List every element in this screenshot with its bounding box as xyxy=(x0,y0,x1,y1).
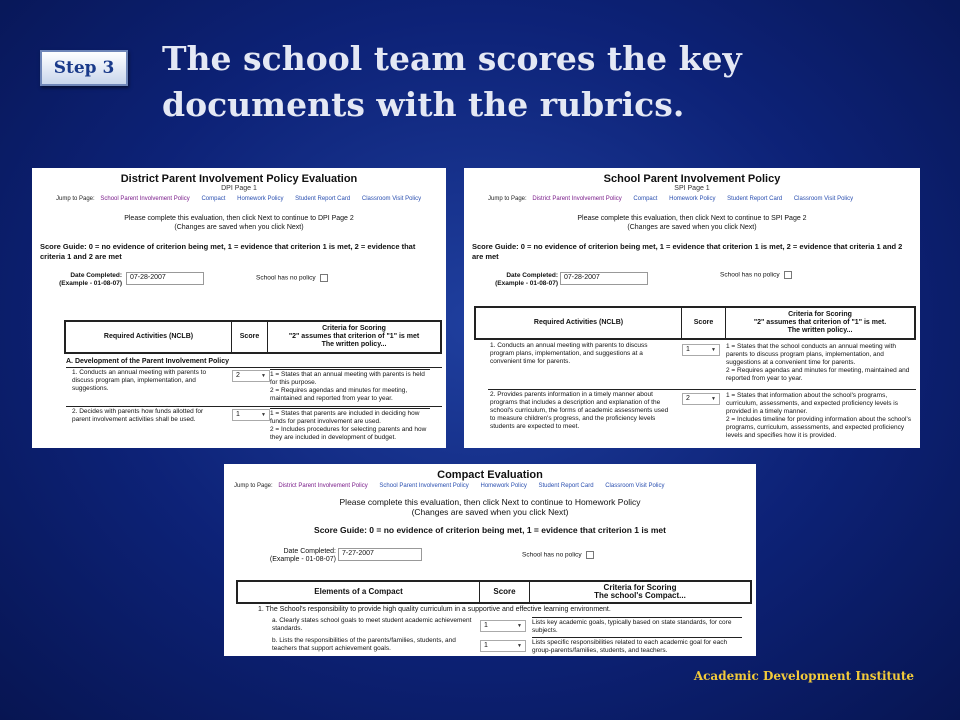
criterion-2: 2 = Includes timeline for providing information about the school's programs, curriculum, assessments, and expected proficiency levels and specifies how it is provided. xyxy=(726,416,911,439)
activity-text: 1. Conducts an annual meeting with parents to discuss program plans, implementation, and suggestions at a convenient time for parents. xyxy=(490,342,648,365)
date-label xyxy=(50,272,122,288)
spi-title: School Parent Involvement Policy xyxy=(603,173,781,185)
criteria-subject: The school's Compact... xyxy=(594,591,686,600)
link-district-parent-involvement-policy[interactable]: District Parent Involvement Policy xyxy=(278,483,368,489)
dropdown-arrow-icon: ▼ xyxy=(711,396,716,402)
activity-text: 1. Conducts an annual meeting with parents to discuss program plan, implementation, and suggestions. xyxy=(72,369,207,392)
spi-evaluation-screenshot xyxy=(464,168,920,448)
compact-section-1: 1. The School's responsibility to provide high quality curriculum in a supportive and effective learning environment. xyxy=(258,606,611,613)
date-example: (Example - 01-08-07) xyxy=(495,280,558,287)
no-policy-checkbox[interactable] xyxy=(784,271,792,279)
col-criteria xyxy=(268,322,440,352)
no-policy-label: School has no policy xyxy=(256,274,316,282)
criteria-text xyxy=(270,369,430,403)
activity-text: 2. Provides parents information in a timely manner about programs that includes a description and explanation of the school's curriculum, the forms of academic assessments used to measure children's progress, and the proficiency levels students are expected to meet. xyxy=(490,391,669,430)
instruction-note: (Changes are saved when you click Next) xyxy=(174,224,304,231)
spi-date-row xyxy=(464,270,920,292)
date-input[interactable]: 07-28-2007 xyxy=(126,272,204,285)
criterion-1: 1 = States that information about the school's programs, curriculum, assessments, and expected proficiency levels is provided in a timely manner. xyxy=(726,392,898,415)
no-policy-label: School has no policy xyxy=(720,271,780,279)
compact-evaluation-screenshot xyxy=(224,464,756,656)
jump-label: Jump to Page: xyxy=(234,483,273,489)
divider xyxy=(488,389,916,390)
instruction-note: (Changes are saved when you click Next) xyxy=(411,507,569,517)
criterion-2: 2 = Requires agendas and minutes for meeting, maintained and reported from year to year. xyxy=(270,387,408,402)
spi-subtitle: SPI Page 1 xyxy=(674,185,710,192)
spi-table-header xyxy=(474,306,916,340)
slide-headline: The school team scores the key documents with the rubrics. xyxy=(162,39,742,124)
instruction-note: (Changes are saved when you click Next) xyxy=(627,224,757,231)
col-score: Score xyxy=(232,322,268,352)
spi-instructions xyxy=(464,214,920,232)
col-activities: Required Activities (NCLB) xyxy=(476,308,682,338)
score-value: 1 xyxy=(686,346,690,353)
no-policy-checkbox-row xyxy=(720,271,792,279)
table-row xyxy=(72,369,442,409)
criteria-title: Criteria for Scoring xyxy=(603,583,677,592)
link-school-parent-involvement-policy[interactable]: School Parent Involvement Policy xyxy=(379,483,469,489)
score-value: 2 xyxy=(236,372,240,379)
divider xyxy=(66,367,442,368)
criteria-text xyxy=(726,391,912,440)
criteria-title: Criteria for Scoring xyxy=(322,325,386,332)
link-homework-policy[interactable]: Homework Policy xyxy=(480,483,527,489)
dropdown-arrow-icon: ▼ xyxy=(517,623,522,629)
dropdown-arrow-icon: ▼ xyxy=(517,643,522,649)
table-row xyxy=(72,408,442,448)
col-activities: Required Activities (NCLB) xyxy=(66,322,232,352)
link-school-parent-involvement-policy[interactable]: School Parent Involvement Policy xyxy=(100,196,190,202)
criteria-text xyxy=(532,617,742,635)
criteria-subject: The written policy... xyxy=(787,327,853,334)
compact-title: Compact Evaluation xyxy=(437,469,543,481)
criterion-1: 1 = States that parents are included in deciding how funds for parent involvement are used. xyxy=(270,410,420,425)
compact-score-guide: Score Guide: 0 = no evidence of criterion being met, 1 = evidence that criterion 1 is met xyxy=(314,525,666,535)
divider xyxy=(66,406,442,407)
table-row xyxy=(272,617,752,637)
score-select[interactable] xyxy=(682,393,720,405)
activity-text: a. Clearly states school goals to meet student academic achievement standards. xyxy=(272,617,472,632)
date-label-text: Date Completed: xyxy=(283,548,336,555)
compact-instructions xyxy=(224,497,756,517)
criterion-2: 2 = Requires agendas and minutes for meeting, maintained and reported from year to year. xyxy=(726,367,910,382)
score-select[interactable] xyxy=(480,640,526,652)
instruction-line: Please complete this evaluation, then click Next to continue to DPI Page 2 xyxy=(124,215,354,222)
dpi-jump-nav xyxy=(56,196,446,202)
date-example: (Example - 01-08-07) xyxy=(269,556,336,563)
criterion-2: 2 = Includes procedures for selecting parents and how they are included in development of budget. xyxy=(270,426,427,441)
link-compact[interactable]: Compact xyxy=(201,196,226,202)
spi-jump-nav xyxy=(488,196,920,202)
criterion-1: Lists specific responsibilities related to each academic goal for each group-parents/families, students, and teachers. xyxy=(532,639,728,654)
step-badge: Step 3 xyxy=(40,50,128,86)
date-label xyxy=(484,272,558,288)
spi-score-guide: Score Guide: 0 = no evidence of criterion being met, 1 = evidence that criterion 1 is met, 2 = evidence that criteria 1 and 2 are met xyxy=(472,242,903,261)
no-policy-checkbox-row xyxy=(522,551,594,559)
link-student-report-card[interactable]: Student Report Card xyxy=(727,196,783,202)
col-score: Score xyxy=(682,308,726,338)
table-row xyxy=(490,391,916,448)
date-input[interactable]: 07-28-2007 xyxy=(560,272,648,285)
dpi-date-row xyxy=(32,270,446,292)
col-score: Score xyxy=(480,582,530,602)
link-compact[interactable]: Compact xyxy=(633,196,658,202)
link-homework-policy[interactable]: Homework Policy xyxy=(237,196,284,202)
link-homework-policy[interactable]: Homework Policy xyxy=(669,196,716,202)
footer-credit: Academic Development Institute xyxy=(693,669,914,683)
criteria-assumption: "2" assumes that criterion of "1" is met. xyxy=(753,319,887,326)
criterion-1: 1 = States that the school conducts an annual meeting with parents to discuss program plans, implementation, and suggestions at a convenient time for parents. xyxy=(726,343,897,366)
dpi-table-header xyxy=(64,320,442,354)
criteria-subject: The written policy... xyxy=(321,341,387,348)
link-student-report-card[interactable]: Student Report Card xyxy=(295,196,351,202)
score-select[interactable] xyxy=(480,620,526,632)
date-label-text: Date Completed: xyxy=(506,272,558,279)
score-value: 1 xyxy=(484,622,488,629)
criteria-text xyxy=(726,342,912,383)
score-value: 1 xyxy=(236,411,240,418)
dpi-section-a: A. Development of the Parent Involvement Policy xyxy=(66,358,229,365)
compact-jump-nav xyxy=(234,483,756,489)
col-criteria xyxy=(726,308,914,338)
compact-date-row xyxy=(224,547,756,569)
link-classroom-visit-policy[interactable]: Classroom Visit Policy xyxy=(605,483,665,489)
compact-table-header xyxy=(236,580,752,604)
criterion-1: 1 = States that an annual meeting with parents is held for this purpose. xyxy=(270,371,425,386)
no-policy-checkbox[interactable] xyxy=(586,551,594,559)
activity-text: 2. Decides with parents how funds allotted for parent involvement activities shall be used. xyxy=(72,408,204,423)
date-label-text: Date Completed: xyxy=(70,272,122,279)
date-input[interactable]: 7-27-2007 xyxy=(338,548,422,561)
score-select[interactable] xyxy=(682,344,720,356)
score-value: 1 xyxy=(484,642,488,649)
col-elements: Elements of a Compact xyxy=(238,582,480,602)
date-example: (Example - 01-08-07) xyxy=(59,280,122,287)
link-student-report-card[interactable]: Student Report Card xyxy=(538,483,594,489)
col-criteria xyxy=(530,582,750,602)
no-policy-checkbox[interactable] xyxy=(320,274,328,282)
table-row xyxy=(272,637,752,656)
no-policy-label: School has no policy xyxy=(522,551,582,559)
activity-text: b. Lists the responsibilities of the parents/families, students, and teachers that support achievement goals. xyxy=(272,637,456,652)
link-district-parent-involvement-policy[interactable]: District Parent Involvement Policy xyxy=(532,196,622,202)
dpi-instructions xyxy=(32,214,446,232)
dpi-title: District Parent Involvement Policy Evaluation xyxy=(120,173,358,185)
criteria-assumption: "2" assumes that criterion of "1" is met xyxy=(288,333,420,340)
dpi-evaluation-screenshot xyxy=(32,168,446,448)
date-label xyxy=(260,548,336,564)
link-classroom-visit-policy[interactable]: Classroom Visit Policy xyxy=(361,196,422,202)
dropdown-arrow-icon: ▼ xyxy=(711,347,716,353)
criterion-1: Lists key academic goals, typically based on state standards, for core subjects. xyxy=(532,619,732,634)
score-select[interactable] xyxy=(232,409,270,421)
dropdown-arrow-icon: ▼ xyxy=(261,412,266,418)
jump-label: Jump to Page: xyxy=(488,196,527,202)
dpi-score-guide: Score Guide: 0 = no evidence of criterion being met, 1 = evidence that criterion 1 is met, 2 = evidence that criteria 1 and 2 are met xyxy=(40,242,416,261)
no-policy-checkbox-row xyxy=(256,274,328,282)
instruction-line: Please complete this evaluation, then click Next to continue to Homework Policy xyxy=(339,497,641,507)
jump-label: Jump to Page: xyxy=(56,196,95,202)
score-value: 2 xyxy=(686,395,690,402)
table-row xyxy=(490,342,916,390)
score-select[interactable] xyxy=(232,370,270,382)
criteria-title: Criteria for Scoring xyxy=(788,311,852,318)
criteria-text xyxy=(270,408,430,442)
link-classroom-visit-policy[interactable]: Classroom Visit Policy xyxy=(793,196,854,202)
instruction-line: Please complete this evaluation, then click Next to continue to SPI Page 2 xyxy=(577,215,807,222)
criteria-text xyxy=(532,637,742,655)
dropdown-arrow-icon: ▼ xyxy=(261,373,266,379)
dpi-subtitle: DPI Page 1 xyxy=(221,185,257,192)
